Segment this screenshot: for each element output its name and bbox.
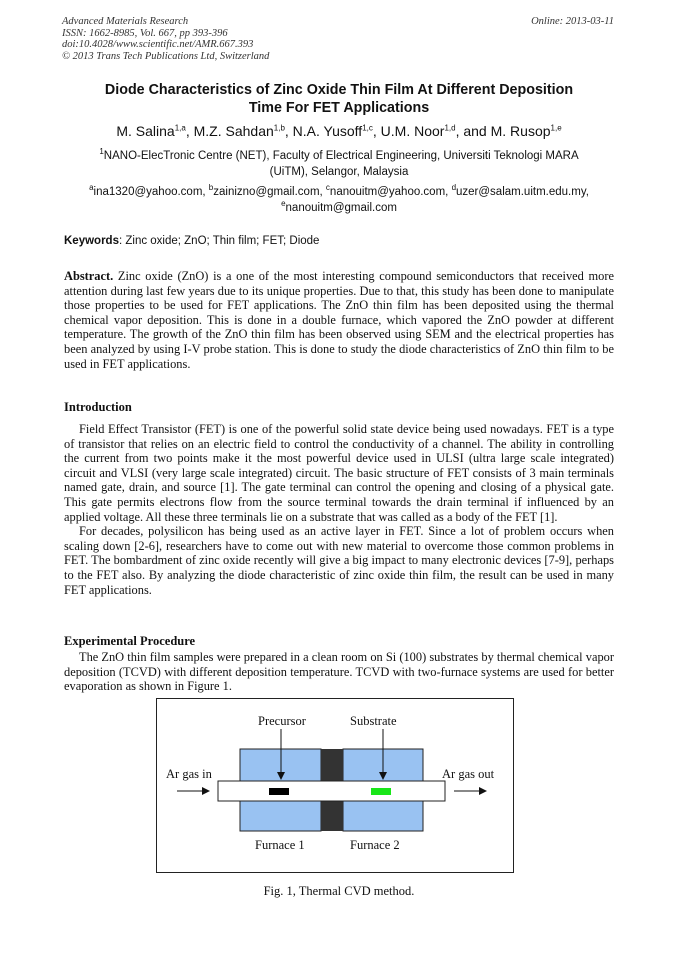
quartz-tube: [218, 781, 445, 801]
paragraph: The ZnO thin film samples were prepared in a clean room on Si (100) substrates by thermal chemical vapor deposition (TCVD) with different deposition temperature. TCVD with two-furnace systems are used for better evaporation as shown in Figure 1.: [64, 650, 614, 694]
author-list: [30, 122, 648, 140]
substrate-label: Substrate: [350, 714, 397, 728]
abstract: [64, 269, 614, 371]
precursor-label: Precursor: [258, 714, 306, 728]
furnace-1-label: Furnace 1: [255, 838, 305, 852]
abstract-label: Abstract.: [64, 269, 114, 283]
tcvd-figure: [156, 698, 514, 873]
author: M. Rusop$^{1,e}$: [490, 123, 562, 139]
journal-name: Advanced Materials Research: [62, 16, 189, 27]
precursor-boat: [269, 788, 289, 795]
keywords-label: Keywords: [64, 235, 119, 247]
journal-copyright: © 2013 Trans Tech Publications Ltd, Switzerland: [62, 50, 270, 62]
title-line-1: Diode Characteristics of Zinc Oxide Thin Film At Different Deposition: [104, 82, 574, 98]
tcvd-diagram: [157, 699, 515, 874]
paper-title: [40, 81, 638, 117]
substrate-sample: [371, 788, 391, 795]
author: M. Salina$^{1,a}$,: [116, 123, 194, 139]
experimental-body: [64, 650, 614, 694]
paragraph: Field Effect Transistor (FET) is one of the powerful solid state device being used nowadays. FET is a type of transistor that relies on an electric field to control the conductivity of a channel. The ability in controlling the current from two points make it the most powerful device used in ULSI (ultra large scale integrated) circuit and VLSI (very large scale integrated) circuit. The basic structure of FET consists of 3 main terminals named gate, drain, and source [1]. The gate terminal can control the opening and closing of a physical gate. This gate permits electrons flow from the source terminal towards the drain terminal if influenced by an applied voltage. All these three terminals lie on a substrate that was called as a body of the FET [1].: [64, 422, 614, 524]
introduction-heading: Introduction: [64, 400, 132, 414]
author: U.M. Noor$^{1,d}$, and: [380, 123, 491, 139]
author: M.Z. Sahdan$^{1,b}$,: [193, 123, 293, 139]
author-emails: $^a$ina1320@yahoo.com, $^b$zainizno@gmail.com, $^c$nanouitm@yahoo.com, $^d$uzer@salam.uitm.edu.my, $^e$nanouitm@gmail.com: [89, 183, 589, 214]
affiliation: $^1$NANO-ElecTronic Centre (NET), Faculty of Electrical Engineering, Universiti Teknologi MARA (UiTM), Selangor, Malaysia: [99, 147, 579, 178]
gas-out-label: Ar gas out: [442, 767, 495, 781]
journal-header: [62, 16, 614, 62]
keywords-text: : Zinc oxide; ZnO; Thin film; FET; Diode: [118, 235, 320, 247]
gas-in-label: Ar gas in: [166, 767, 212, 781]
journal-doi: doi:10.4028/www.scientific.net/AMR.667.393: [62, 39, 254, 50]
online-date: Online: 2013-03-11: [531, 16, 614, 27]
experimental-heading: Experimental Procedure: [64, 634, 196, 648]
author: N.A. Yusoff$^{1,c}$,: [292, 123, 381, 139]
abstract-text: Zinc oxide (ZnO) is a one of the most interesting compound semiconductors that received more attention during last few years due to its unique properties. Due to that, this study has been done to manipulate those properties to be used for FET applications. The ZnO thin film has been deposited using the thermal chemical vapor deposition. This is done in a double furnace, which vapored the ZnO powder at different temperature. The growth of the ZnO thin film has been observed using SEM and the electrical properties has been analyzed by using I-V probe station. This is done to study the diode characteristics of ZnO thin film to be used in FET applications.: [64, 269, 614, 371]
title-line-2: Time For FET Applications: [248, 100, 430, 116]
introduction-body: [64, 422, 614, 597]
keywords: [64, 234, 614, 249]
furnace-2-label: Furnace 2: [350, 838, 400, 852]
figure-caption: Fig. 1, Thermal CVD method.: [263, 884, 415, 898]
journal-issn: ISSN: 1662-8985, Vol. 667, pp 393-396: [62, 27, 228, 39]
paragraph: For decades, polysilicon has being used as an active layer in FET. Since a lot of problem occurs when scaling down [2-6], researchers have to come out with new material to overcome those common problems in FET. The bombardment of zinc oxide recently will give a big impact to many electronic devices [7-9], perhaps to the FET also. By analyzing the diode characteristic of zinc oxide thin film, the result can be used in many FET applications.: [64, 524, 614, 597]
